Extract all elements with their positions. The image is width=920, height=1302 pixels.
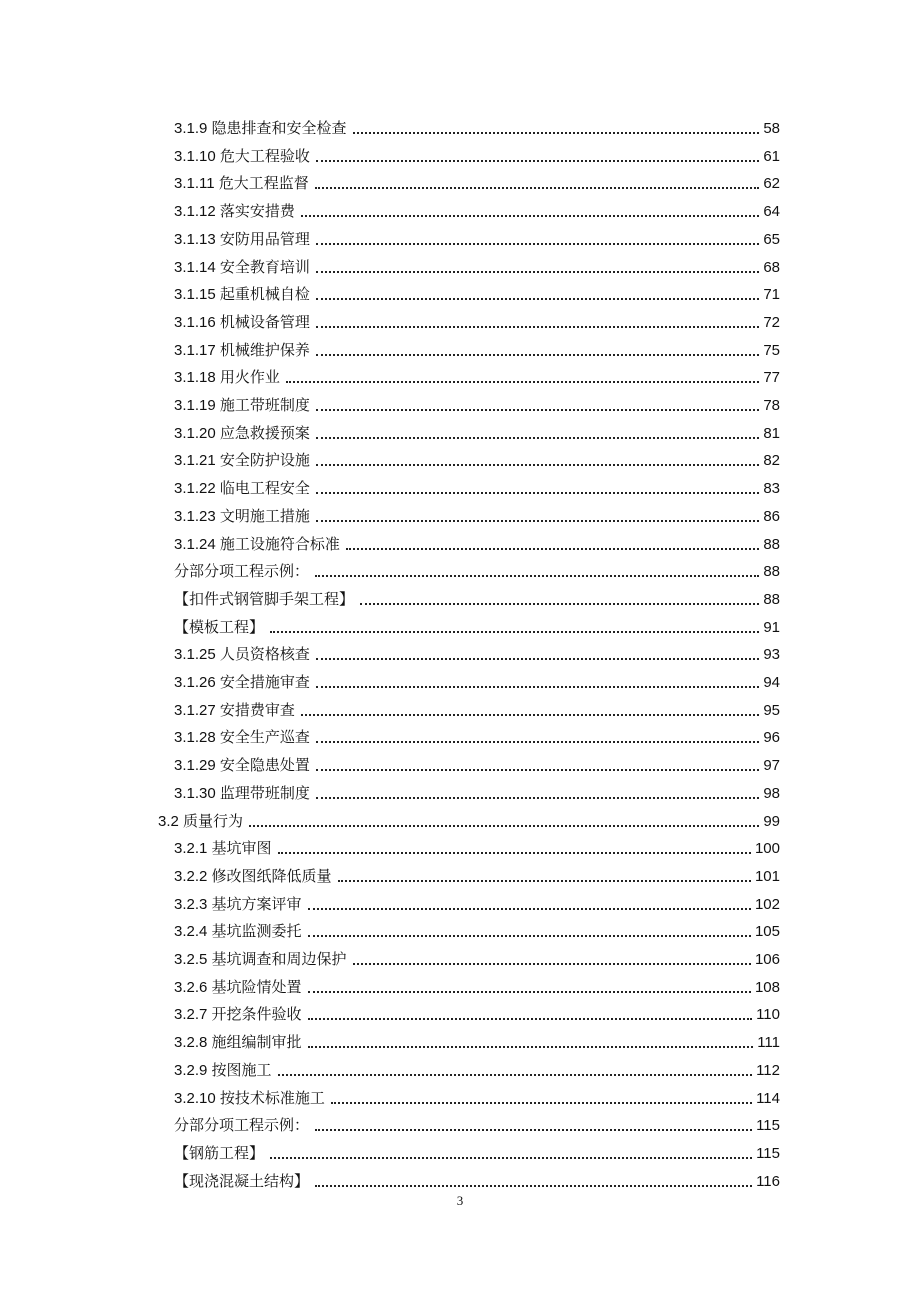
toc-leader-dots	[353, 132, 760, 134]
toc-entry[interactable]	[174, 832, 780, 858]
toc-leader-dots	[308, 908, 751, 910]
toc-entry-page: 71	[763, 286, 780, 304]
toc-leader-dots	[316, 464, 759, 466]
toc-entry-page: 99	[763, 812, 780, 830]
toc-entry-page: 115	[756, 1144, 780, 1162]
toc-entry-page: 68	[763, 258, 780, 276]
toc-leader-dots	[316, 658, 759, 660]
toc-entry[interactable]	[174, 251, 780, 277]
toc-leader-dots	[315, 1129, 752, 1131]
toc-entry-title: 3.2.1 基坑审图	[174, 840, 272, 858]
toc-leader-dots	[316, 492, 759, 494]
toc-entry[interactable]	[174, 500, 780, 526]
toc-entry-page: 115	[756, 1117, 780, 1135]
toc-leader-dots	[316, 520, 759, 522]
toc-entry[interactable]	[174, 167, 780, 193]
toc-leader-dots	[316, 160, 759, 162]
toc-entry-page: 114	[756, 1089, 780, 1107]
toc-entry-page: 98	[763, 784, 780, 802]
toc-entry-title: 【扣件式钢管脚手架工程】	[174, 590, 355, 608]
toc-leader-dots	[353, 963, 751, 965]
toc-leader-dots	[316, 298, 759, 300]
toc-entry-title: 3.1.11 危大工程监督	[174, 175, 309, 193]
toc-entry-title: 3.2.4 基坑监测委托	[174, 923, 302, 941]
toc-leader-dots	[316, 437, 759, 439]
toc-entry-page: 110	[756, 1006, 780, 1024]
toc-leader-dots	[360, 603, 759, 605]
toc-leader-dots	[316, 769, 759, 771]
toc-entry-title: 3.1.28 安全生产巡查	[174, 729, 310, 747]
toc-entry[interactable]	[174, 112, 780, 138]
toc-entry-title: 【模板工程】	[174, 618, 265, 636]
toc-entry-page: 97	[763, 757, 780, 775]
toc-entry-title: 【现浇混凝土结构】	[174, 1172, 310, 1190]
toc-leader-dots	[278, 852, 751, 854]
toc-leader-dots	[301, 215, 759, 217]
toc-entry[interactable]	[174, 223, 780, 249]
toc-leader-dots	[286, 381, 759, 383]
toc-leader-dots	[308, 935, 751, 937]
toc-entry-page: 86	[763, 507, 780, 525]
toc-entry[interactable]	[174, 555, 780, 581]
toc-entry-title: 3.2.5 基坑调查和周边保护	[174, 951, 347, 968]
toc-entry[interactable]	[174, 998, 780, 1024]
toc-entry-page: 61	[763, 147, 780, 165]
toc-entry-page: 111	[757, 1034, 780, 1052]
toc-entry-page: 58	[763, 120, 780, 137]
toc-entry-page: 88	[763, 535, 780, 553]
toc-entry-title: 3.1.27 安措费审查	[174, 701, 295, 719]
toc-entry-title: 3.1.24 施工设施符合标准	[174, 535, 340, 553]
toc-entry-title: 3.1.22 临电工程安全	[174, 480, 310, 498]
toc-entry-page: 82	[763, 452, 780, 470]
toc-entry[interactable]	[174, 1054, 780, 1080]
toc-entry[interactable]	[174, 472, 780, 498]
toc-leader-dots	[316, 271, 759, 273]
toc-entry[interactable]	[174, 583, 780, 609]
toc-leader-dots	[316, 741, 759, 743]
toc-leader-dots	[315, 575, 759, 577]
toc-leader-dots	[301, 714, 759, 716]
toc-entry-title: 3.1.26 安全措施审查	[174, 674, 310, 691]
toc-entry[interactable]	[158, 805, 780, 831]
toc-entry-title: 分部分项工程示例：	[174, 1117, 310, 1135]
toc-entry[interactable]	[174, 417, 780, 443]
toc-entry-page: 96	[763, 729, 780, 747]
toc-entry[interactable]	[174, 306, 780, 332]
toc-entry[interactable]	[174, 1137, 780, 1163]
toc-entry[interactable]	[174, 888, 780, 914]
toc-entry-title: 3.2.2 修改图纸降低质量	[174, 867, 332, 885]
toc-entry-page: 88	[763, 590, 780, 608]
toc-entry-title: 3.1.30 监理带班制度	[174, 784, 310, 802]
toc-entry-page: 102	[754, 895, 780, 913]
toc-entry-title: 3.2.10 按技术标准施工	[174, 1089, 325, 1107]
toc-entry[interactable]	[174, 943, 780, 969]
toc-entry-title: 3.1.21 安全防护设施	[174, 452, 310, 470]
toc-entry[interactable]	[174, 1165, 780, 1191]
toc-entry[interactable]	[174, 1026, 780, 1052]
toc-leader-dots	[316, 243, 759, 245]
toc-entry-title: 3.2.3 基坑方案评审	[174, 895, 302, 913]
toc-entry-page: 78	[763, 397, 780, 414]
toc-leader-dots	[308, 991, 751, 993]
toc-leader-dots	[315, 187, 760, 189]
toc-entry[interactable]	[174, 971, 780, 997]
toc-entry-title: 【钢筋工程】	[174, 1144, 265, 1162]
toc-leader-dots	[278, 1074, 753, 1076]
toc-entry[interactable]	[174, 611, 780, 637]
toc-entry-page: 100	[754, 840, 780, 858]
toc-entry[interactable]	[174, 528, 780, 554]
toc-entry[interactable]	[174, 638, 780, 664]
toc-entry-page: 75	[763, 341, 780, 359]
toc-entry-title: 3.2.9 按图施工	[174, 1061, 272, 1079]
toc-entry-title: 3.1.13 安防用品管理	[174, 230, 310, 248]
toc-leader-dots	[316, 409, 759, 411]
toc-entry-page: 94	[763, 674, 780, 691]
toc-entry-title: 3.1.16 机械设备管理	[174, 313, 310, 331]
toc-leader-dots	[308, 1018, 753, 1020]
toc-entry-page: 88	[763, 563, 780, 581]
toc-entry[interactable]	[174, 749, 780, 775]
toc-entry-page: 77	[763, 369, 780, 387]
toc-entry-title: 3.2.7 开挖条件验收	[174, 1006, 302, 1024]
toc-entry[interactable]	[174, 361, 780, 387]
toc-entry-title: 3.1.29 安全隐患处置	[174, 757, 310, 775]
toc-entry[interactable]	[174, 721, 780, 747]
toc-entry[interactable]	[174, 278, 780, 304]
toc-entry-page: 91	[763, 618, 780, 636]
toc-entry[interactable]	[174, 195, 780, 221]
toc-leader-dots	[315, 1185, 752, 1187]
toc-leader-dots	[338, 880, 751, 882]
toc-leader-dots	[308, 1046, 754, 1048]
toc-entry[interactable]	[174, 444, 780, 470]
toc-entry-title: 3.2.6 基坑险情处置	[174, 978, 302, 996]
page-number: 3	[456, 1193, 464, 1208]
toc-entry-title: 3.1.23 文明施工措施	[174, 507, 310, 525]
toc-entry-page: 105	[754, 923, 780, 941]
toc-entry-page: 81	[763, 424, 780, 442]
toc-entry-title: 3.1.18 用火作业	[174, 369, 280, 387]
toc-entry-page: 65	[763, 230, 780, 248]
toc-entry-page: 72	[763, 313, 780, 331]
toc-entry-page: 62	[763, 175, 780, 193]
toc-entry-page: 101	[754, 867, 780, 885]
toc-entry-page: 83	[763, 480, 780, 498]
toc-entry-page: 106	[754, 951, 780, 968]
toc-entry[interactable]	[174, 694, 780, 720]
toc-leader-dots	[316, 686, 759, 688]
toc-entry-page: 112	[756, 1061, 780, 1079]
toc-entry-title: 3.1.9 隐患排查和安全检查	[174, 120, 347, 137]
toc-leader-dots	[270, 631, 759, 633]
toc-entry-page: 108	[754, 978, 780, 996]
toc-entry-title: 分部分项工程示例：	[174, 563, 310, 581]
toc-entry-title: 3.1.19 施工带班制度	[174, 397, 310, 414]
toc-entry-title: 3.1.10 危大工程验收	[174, 147, 310, 165]
toc-entry-title: 3.1.25 人员资格核查	[174, 646, 310, 664]
toc-entry-page: 93	[763, 646, 780, 664]
toc-leader-dots	[316, 326, 759, 328]
toc-entry-title: 3.2 质量行为	[158, 812, 244, 830]
toc-entry[interactable]	[174, 334, 780, 360]
toc-entry[interactable]	[174, 389, 780, 415]
toc-entry-title: 3.1.17 机械维护保养	[174, 341, 310, 359]
toc-leader-dots	[346, 548, 759, 550]
toc-entry-page: 116	[756, 1172, 780, 1190]
toc-entry-page: 95	[763, 701, 780, 719]
toc-entry[interactable]	[174, 860, 780, 886]
toc-entry-title: 3.1.20 应急救援预案	[174, 424, 310, 442]
toc-leader-dots	[270, 1157, 752, 1159]
toc-entry[interactable]	[174, 666, 780, 692]
toc-leader-dots	[316, 354, 759, 356]
toc-entry-page: 64	[763, 203, 780, 221]
toc-entry[interactable]	[174, 777, 780, 803]
toc-entry-title: 3.1.15 起重机械自检	[174, 286, 310, 304]
toc-entry[interactable]	[174, 1082, 780, 1108]
toc-entry[interactable]	[174, 140, 780, 166]
toc-entry-title: 3.1.12 落实安措费	[174, 203, 295, 221]
toc-leader-dots	[249, 825, 759, 827]
toc-entry[interactable]	[174, 915, 780, 941]
toc-entry-title: 3.1.14 安全教育培训	[174, 258, 310, 276]
toc-entry[interactable]	[174, 1109, 780, 1135]
toc-leader-dots	[316, 797, 759, 799]
toc-leader-dots	[331, 1102, 752, 1104]
toc-entry-title: 3.2.8 施组编制审批	[174, 1034, 302, 1052]
